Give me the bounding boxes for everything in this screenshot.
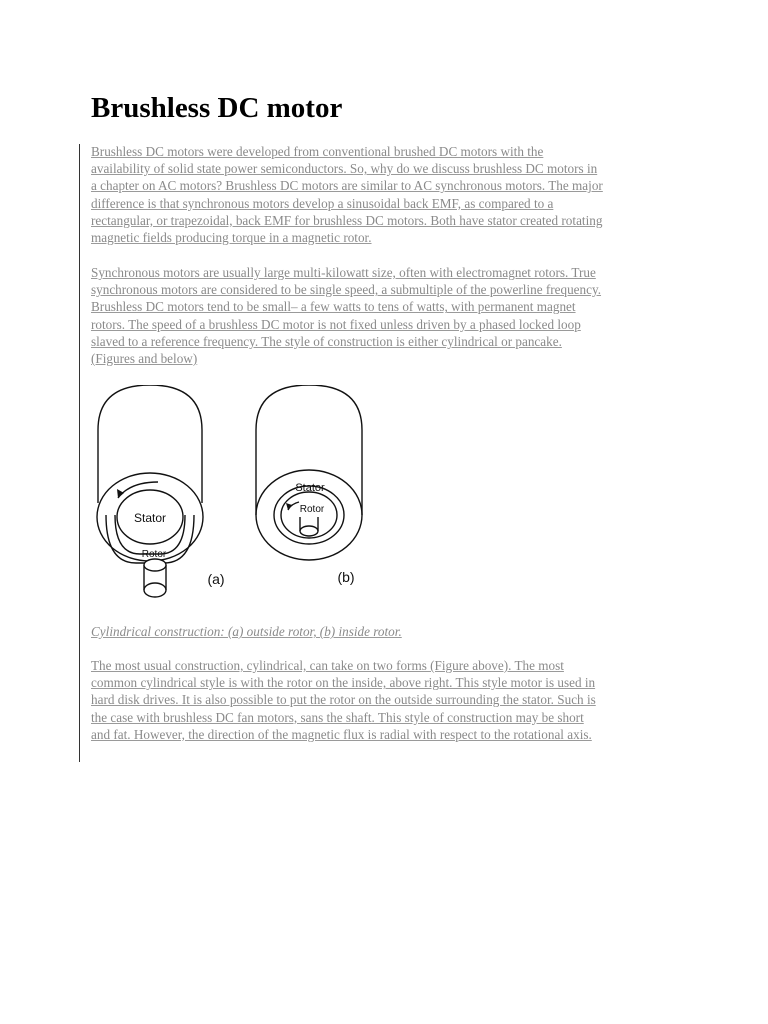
page-title: Brushless DC motor (91, 92, 343, 124)
paragraph-line: the case with brushless DC fan motors, sans the shaft. This style of construction may be short (91, 709, 584, 725)
left-margin-rule (79, 144, 80, 762)
paragraph-line: Synchronous motors are usually large multi-kilowatt size, often with electromagnet rotors. True (91, 265, 596, 280)
motor-b-rotor (281, 492, 337, 538)
motor-a-drawing (97, 385, 203, 597)
motor-diagram-svg (88, 385, 378, 605)
motor-a-shaft-end (144, 583, 166, 597)
paragraph-synchronous (91, 264, 691, 367)
paragraph-line: Brushless DC motors were developed from conventional brushed DC motors with the (91, 144, 544, 159)
paragraph-line: Brushless DC motors tend to be small– a few watts to tens of watts, with permanent magnet (91, 299, 576, 315)
paragraph-line: rotors. The speed of a brushless DC motor is not fixed unless driven by a phased locked loop (91, 316, 581, 332)
paragraph-line: difference is that synchronous motors develop a sinusoidal back EMF, as compared to a (91, 195, 554, 211)
paragraph-line: and fat. However, the direction of the magnetic flux is radial with respect to the rotational axis. (91, 726, 592, 742)
motor-a-stator-label: Stator (133, 511, 167, 525)
motor-b-shaft-end (300, 526, 318, 536)
paragraph-line: synchronous motors are considered to be single speed, a submultiple of the powerline frequency. (91, 282, 602, 298)
paragraph-construction (91, 657, 691, 743)
motor-construction-figure (88, 385, 378, 605)
paragraph-line: common cylindrical style is with the rotor on the inside, above right. This style motor is used in (91, 675, 596, 691)
paragraph-line: slaved to a reference frequency. The style of construction is either cylindrical or pancake. (91, 333, 562, 349)
motor-a-rotor-label: Rotor (141, 549, 167, 560)
motor-b-shaft (300, 517, 318, 531)
paragraph-intro (91, 143, 691, 246)
paragraph-line: hard disk drives. It is also possible to put the rotor on the outside surrounding the stator. Such is (91, 692, 596, 708)
motor-b-stator-label: Stator (295, 482, 325, 494)
paragraph-line: rectangular, or trapezoidal, back EMF for brushless DC motors. Both have stator created rotating (91, 212, 603, 228)
motor-b-rotor-label: Rotor (299, 504, 325, 515)
figure-caption: Cylindrical construction: (a) outside rotor, (b) inside rotor. (91, 624, 402, 639)
paragraph-line: magnetic fields producing torque in a magnetic rotor. (91, 230, 372, 246)
motor-b-stator-ring (274, 486, 344, 544)
paragraph-line: (Figures and below) (91, 351, 198, 367)
motor-a-shaft-base (144, 559, 166, 571)
motor-a-arrow-head (117, 489, 124, 498)
motor-a-panel-label: (a) (207, 571, 225, 587)
paragraph-line: availability of solid state power semiconductors. So, why do we discuss brushless DC motors in (91, 161, 598, 177)
paragraph-line: a chapter on AC motors? Brushless DC motors are similar to AC synchronous motors. The major (91, 178, 603, 194)
motor-b-housing (256, 385, 362, 515)
paragraph-line: The most usual construction, cylindrical, can take on two forms (Figure above). The most (91, 658, 564, 673)
motor-b-panel-label: (b) (337, 569, 355, 585)
motor-b-drawing (256, 385, 362, 560)
